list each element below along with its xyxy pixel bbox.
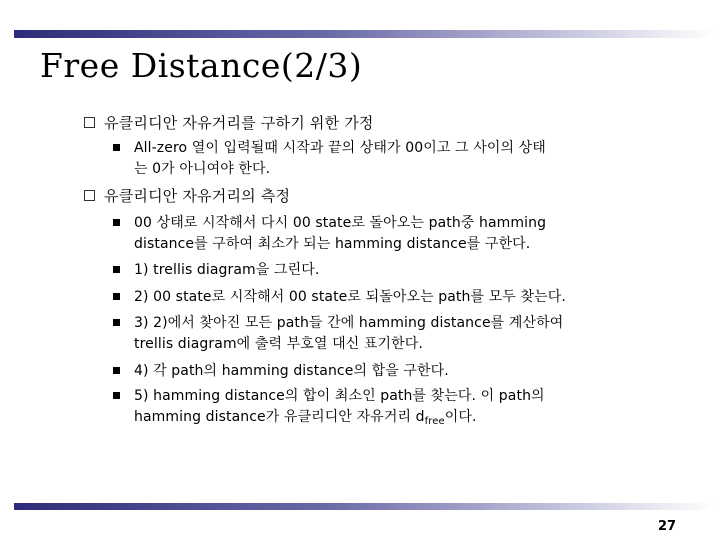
bullet-line: 3) 2)에서 찾아진 모든 path들 간에 hamming distance를 계산하여 <box>134 315 564 331</box>
bullet-line: 1) trellis diagram을 그린다. <box>134 262 320 278</box>
bullet-text <box>134 313 563 355</box>
hollow-square-bullet-icon <box>84 190 95 201</box>
page-number: 27 <box>658 519 677 534</box>
bullet-line-prefix: hamming distance가 유클리디안 자유거리 d <box>134 409 425 425</box>
filled-square-bullet-icon <box>113 319 120 326</box>
bullet-text <box>134 386 545 428</box>
hollow-square-bullet-icon <box>84 117 95 128</box>
bullet-text <box>134 287 566 308</box>
bullet-text <box>134 260 319 281</box>
section-heading: 유클리디안 자유거리의 측정 <box>104 187 291 205</box>
bullet-line <box>134 407 545 428</box>
bullet-text <box>134 213 546 255</box>
top-rule <box>14 30 714 38</box>
filled-square-bullet-icon <box>113 293 120 300</box>
bullet-line: 4) 각 path의 hamming distance의 합을 구한다. <box>134 363 449 379</box>
bullet-text <box>134 138 546 180</box>
slide-title: Free Distance(2/3) <box>40 46 363 85</box>
bullet-line: 00 상태로 시작해서 다시 00 state로 돌아오는 path중 hamming <box>134 215 547 231</box>
section-heading: 유클리디안 자유거리를 구하기 위한 가정 <box>104 114 374 132</box>
filled-square-bullet-icon <box>113 392 120 399</box>
bullet-text <box>134 361 449 382</box>
filled-square-bullet-icon <box>113 144 120 151</box>
bullet-line-suffix: 이다. <box>444 409 477 425</box>
bullet-line: 2) 00 state로 시작해서 00 state로 되돌아오는 path를 모두 찾는다. <box>134 289 566 305</box>
bullet-line: trellis diagram에 출력 부호열 대신 표기한다. <box>134 336 423 352</box>
bullet-line: 5) hamming distance의 합이 최소인 path를 찾는다. 이 path의 <box>134 388 545 404</box>
bullet-line: distance를 구하여 최소가 되는 hamming distance를 구한다. <box>134 236 531 252</box>
bullet-line: 는 0가 아니여야 한다. <box>134 161 271 177</box>
bullet-line: All-zero 열이 입력될때 시작과 끝의 상태가 00이고 그 사이의 상태 <box>134 140 546 156</box>
bottom-rule <box>14 503 714 510</box>
filled-square-bullet-icon <box>113 219 120 226</box>
filled-square-bullet-icon <box>113 266 120 273</box>
filled-square-bullet-icon <box>113 367 120 374</box>
subscript-free: free <box>424 416 445 427</box>
